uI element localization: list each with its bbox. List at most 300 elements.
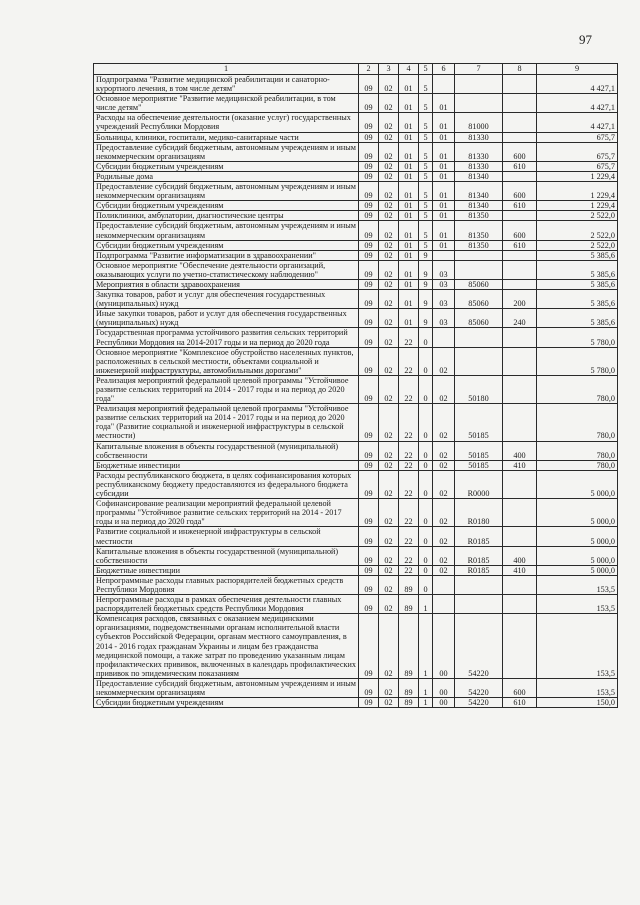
- table-row: [94, 575, 618, 594]
- row-amount: 153,5: [537, 614, 618, 679]
- row-name: Софинансирование реализации мероприятий федеральной целевой программы "Устойчивое развитие сельских территорий на 2014 - 2017 годы и на период до 2020 года": [94, 499, 359, 527]
- row-amount: 780,0: [537, 460, 618, 470]
- row-code-1: 09: [359, 182, 379, 201]
- row-code-5: 03: [433, 260, 455, 279]
- row-code-3: 01: [399, 260, 419, 279]
- row-code-6: [455, 260, 503, 279]
- row-code-7: 410: [503, 460, 537, 470]
- table-row: [94, 460, 618, 470]
- table-row: [94, 404, 618, 441]
- row-code-7: [503, 499, 537, 527]
- row-code-5: 00: [433, 678, 455, 697]
- row-code-4: 0: [419, 546, 433, 565]
- row-amount: 5 000,0: [537, 527, 618, 546]
- row-amount: 780,0: [537, 441, 618, 460]
- row-code-6: [455, 595, 503, 614]
- column-header: 9: [537, 64, 618, 75]
- row-amount: 4 427,1: [537, 94, 618, 113]
- table-row: [94, 470, 618, 498]
- row-name: Государственная программа устойчивого развития сельских территорий Республики Мордовия на 2014-2017 годы и на период до 2020 года: [94, 328, 359, 347]
- row-code-7: [503, 375, 537, 403]
- row-code-2: 02: [379, 565, 399, 575]
- row-code-5: 01: [433, 171, 455, 181]
- row-code-7: 610: [503, 201, 537, 211]
- row-code-3: 01: [399, 211, 419, 221]
- row-code-2: 02: [379, 171, 399, 181]
- row-code-3: 01: [399, 201, 419, 211]
- row-code-4: 0: [419, 328, 433, 347]
- row-name: Субсидии бюджетным учреждениям: [94, 161, 359, 171]
- row-code-1: 09: [359, 460, 379, 470]
- row-code-7: [503, 404, 537, 441]
- row-amount: 1 229,4: [537, 201, 618, 211]
- table-row: [94, 240, 618, 250]
- row-code-6: R0180: [455, 499, 503, 527]
- row-code-1: 09: [359, 678, 379, 697]
- table-row: [94, 290, 618, 309]
- row-code-1: 09: [359, 575, 379, 594]
- row-code-4: 5: [419, 132, 433, 142]
- row-code-3: 01: [399, 279, 419, 289]
- row-name: Предоставление субсидий бюджетным, автономным учреждениям и иным некоммерческим организациям: [94, 142, 359, 161]
- row-code-2: 02: [379, 546, 399, 565]
- row-amount: 150,0: [537, 698, 618, 708]
- row-code-3: 22: [399, 565, 419, 575]
- row-name: Бюджетные инвестиции: [94, 460, 359, 470]
- row-name: Капитальные вложения в объекты государственной (муниципальной) собственности: [94, 546, 359, 565]
- row-code-6: 54220: [455, 614, 503, 679]
- table-row: [94, 201, 618, 211]
- row-amount: 780,0: [537, 404, 618, 441]
- row-code-4: 0: [419, 404, 433, 441]
- budget-table: [93, 63, 618, 708]
- row-code-7: 600: [503, 182, 537, 201]
- row-code-5: 02: [433, 546, 455, 565]
- row-amount: 1 229,4: [537, 182, 618, 201]
- row-amount: 675,7: [537, 161, 618, 171]
- row-code-5: 02: [433, 460, 455, 470]
- row-amount: 5 385,6: [537, 279, 618, 289]
- table-row: [94, 142, 618, 161]
- row-name: Бюджетные инвестиции: [94, 565, 359, 575]
- row-amount: 153,5: [537, 678, 618, 697]
- row-code-4: 1: [419, 678, 433, 697]
- row-code-2: 02: [379, 678, 399, 697]
- table-row: [94, 113, 618, 132]
- row-code-6: 81330: [455, 132, 503, 142]
- row-code-7: 200: [503, 290, 537, 309]
- table-row: [94, 328, 618, 347]
- column-header: 2: [359, 64, 379, 75]
- row-code-4: 9: [419, 260, 433, 279]
- row-code-5: 02: [433, 375, 455, 403]
- row-code-4: 0: [419, 441, 433, 460]
- row-code-2: 02: [379, 328, 399, 347]
- row-code-6: 54220: [455, 678, 503, 697]
- row-code-2: 02: [379, 527, 399, 546]
- table-row: [94, 375, 618, 403]
- row-amount: 5 385,6: [537, 290, 618, 309]
- row-code-4: 0: [419, 375, 433, 403]
- row-code-6: [455, 250, 503, 260]
- row-code-2: 02: [379, 260, 399, 279]
- row-code-7: 400: [503, 546, 537, 565]
- row-code-7: [503, 575, 537, 594]
- row-code-5: 03: [433, 309, 455, 328]
- row-code-3: 01: [399, 290, 419, 309]
- row-code-7: [503, 94, 537, 113]
- column-header: 6: [433, 64, 455, 75]
- row-code-5: [433, 75, 455, 94]
- row-code-3: 89: [399, 698, 419, 708]
- row-code-2: 02: [379, 290, 399, 309]
- row-amount: 153,5: [537, 575, 618, 594]
- row-code-2: 02: [379, 375, 399, 403]
- row-code-2: 02: [379, 132, 399, 142]
- row-code-7: 610: [503, 698, 537, 708]
- row-code-5: 02: [433, 499, 455, 527]
- row-code-5: 01: [433, 201, 455, 211]
- row-code-7: [503, 260, 537, 279]
- row-amount: 5 780,0: [537, 347, 618, 375]
- row-code-6: 50185: [455, 404, 503, 441]
- row-code-1: 09: [359, 499, 379, 527]
- table-row: [94, 347, 618, 375]
- row-code-6: 85060: [455, 309, 503, 328]
- row-code-4: 0: [419, 575, 433, 594]
- row-code-7: [503, 75, 537, 94]
- row-name: Непрограммные расходы в рамках обеспечения деятельности главных распорядителей бюджетных средств Республики Мордовия: [94, 595, 359, 614]
- row-code-5: 01: [433, 113, 455, 132]
- row-code-7: 600: [503, 678, 537, 697]
- row-code-5: [433, 595, 455, 614]
- row-code-7: [503, 347, 537, 375]
- row-code-7: 600: [503, 221, 537, 240]
- row-code-5: 01: [433, 94, 455, 113]
- row-amount: 153,5: [537, 595, 618, 614]
- row-code-7: [503, 614, 537, 679]
- row-amount: 4 427,1: [537, 113, 618, 132]
- row-amount: 5 000,0: [537, 499, 618, 527]
- row-code-7: 600: [503, 142, 537, 161]
- row-code-2: 02: [379, 279, 399, 289]
- row-code-3: 01: [399, 75, 419, 94]
- row-code-3: 01: [399, 94, 419, 113]
- row-code-7: 410: [503, 565, 537, 575]
- row-name: Субсидии бюджетным учреждениям: [94, 240, 359, 250]
- row-code-6: 81350: [455, 221, 503, 240]
- row-code-1: 09: [359, 328, 379, 347]
- row-code-2: 02: [379, 347, 399, 375]
- row-code-3: 22: [399, 460, 419, 470]
- row-code-5: 01: [433, 240, 455, 250]
- row-code-6: 50180: [455, 375, 503, 403]
- row-code-3: 22: [399, 546, 419, 565]
- row-name: Иные закупки товаров, работ и услуг для обеспечения государственных (муниципальных) нужд: [94, 309, 359, 328]
- row-code-5: 02: [433, 404, 455, 441]
- row-code-1: 09: [359, 250, 379, 260]
- table-row: [94, 546, 618, 565]
- row-code-3: 01: [399, 113, 419, 132]
- row-code-7: [503, 171, 537, 181]
- table-row: [94, 250, 618, 260]
- row-code-5: [433, 575, 455, 594]
- row-code-3: 22: [399, 328, 419, 347]
- row-code-5: 00: [433, 698, 455, 708]
- row-amount: 1 229,4: [537, 171, 618, 181]
- row-code-5: 02: [433, 565, 455, 575]
- table-row: [94, 75, 618, 94]
- row-code-3: 22: [399, 499, 419, 527]
- row-code-7: 610: [503, 161, 537, 171]
- row-code-5: 03: [433, 290, 455, 309]
- row-code-6: 50185: [455, 460, 503, 470]
- row-code-2: 02: [379, 404, 399, 441]
- row-name: Расходы республиканского бюджета, в целях софинансирования которых республиканскому бюджету предоставляются из федерального бюджета субсидии: [94, 470, 359, 498]
- row-name: Предоставление субсидий бюджетным, автономным учреждениям и иным некоммерческим организациям: [94, 182, 359, 201]
- row-code-1: 09: [359, 161, 379, 171]
- column-header: 5: [419, 64, 433, 75]
- row-code-7: 400: [503, 441, 537, 460]
- row-code-1: 09: [359, 113, 379, 132]
- row-code-5: 03: [433, 279, 455, 289]
- row-code-6: 54220: [455, 698, 503, 708]
- row-amount: 780,0: [537, 375, 618, 403]
- table-row: [94, 171, 618, 181]
- row-name: Предоставление субсидий бюджетным, автономным учреждениям и иным некоммерческим организациям: [94, 221, 359, 240]
- table-header-row: [94, 64, 618, 75]
- row-code-1: 09: [359, 404, 379, 441]
- row-name: Больницы, клиники, госпитали, медико-санитарные части: [94, 132, 359, 142]
- row-code-2: 02: [379, 221, 399, 240]
- table-row: [94, 132, 618, 142]
- row-amount: 5 000,0: [537, 470, 618, 498]
- table-row: [94, 527, 618, 546]
- row-code-3: 89: [399, 614, 419, 679]
- row-code-3: 22: [399, 375, 419, 403]
- row-code-1: 09: [359, 211, 379, 221]
- row-code-6: 85060: [455, 290, 503, 309]
- table-row: [94, 211, 618, 221]
- row-code-3: 22: [399, 527, 419, 546]
- row-code-2: 02: [379, 470, 399, 498]
- row-code-4: 0: [419, 347, 433, 375]
- row-code-2: 02: [379, 240, 399, 250]
- row-code-5: [433, 250, 455, 260]
- row-code-6: [455, 75, 503, 94]
- row-code-5: 01: [433, 161, 455, 171]
- row-amount: 5 000,0: [537, 546, 618, 565]
- row-code-4: 1: [419, 698, 433, 708]
- row-amount: 5 385,6: [537, 309, 618, 328]
- row-code-1: 09: [359, 132, 379, 142]
- row-code-2: 02: [379, 211, 399, 221]
- column-header: 1: [94, 64, 359, 75]
- row-code-2: 02: [379, 309, 399, 328]
- row-code-7: [503, 132, 537, 142]
- row-code-4: 9: [419, 279, 433, 289]
- row-code-4: 0: [419, 565, 433, 575]
- row-code-7: [503, 470, 537, 498]
- row-code-1: 09: [359, 441, 379, 460]
- row-code-1: 09: [359, 595, 379, 614]
- row-name: Поликлиники, амбулатории, диагностические центры: [94, 211, 359, 221]
- row-code-4: 1: [419, 595, 433, 614]
- table-row: [94, 182, 618, 201]
- row-code-2: 02: [379, 94, 399, 113]
- column-header: 7: [455, 64, 503, 75]
- row-code-5: 01: [433, 221, 455, 240]
- row-code-7: 240: [503, 309, 537, 328]
- row-name: Непрограммные расходы главных распорядителей бюджетных средств Республики Мордовия: [94, 575, 359, 594]
- row-code-6: [455, 575, 503, 594]
- column-header: 4: [399, 64, 419, 75]
- row-code-5: 01: [433, 142, 455, 161]
- row-code-6: 81330: [455, 161, 503, 171]
- row-name: Расходы на обеспечение деятельности (оказание услуг) государственных учреждений Республики Мордовия: [94, 113, 359, 132]
- row-code-1: 09: [359, 279, 379, 289]
- row-code-4: 5: [419, 113, 433, 132]
- table-row: [94, 221, 618, 240]
- row-code-4: 0: [419, 499, 433, 527]
- row-code-6: R0185: [455, 565, 503, 575]
- table-row: [94, 595, 618, 614]
- row-name: Капитальные вложения в объекты государственной (муниципальной) собственности: [94, 441, 359, 460]
- row-code-2: 02: [379, 441, 399, 460]
- row-code-3: 22: [399, 441, 419, 460]
- row-code-3: 01: [399, 132, 419, 142]
- row-code-1: 09: [359, 546, 379, 565]
- row-code-4: 5: [419, 211, 433, 221]
- row-code-2: 02: [379, 201, 399, 211]
- row-name: Основное мероприятие "Развитие медицинской реабилитации, в том числе детям": [94, 94, 359, 113]
- row-code-4: 0: [419, 460, 433, 470]
- row-code-1: 09: [359, 142, 379, 161]
- table-row: [94, 441, 618, 460]
- row-code-5: 01: [433, 211, 455, 221]
- table-row: [94, 309, 618, 328]
- row-code-3: 01: [399, 240, 419, 250]
- row-name: Основное мероприятие "Комплексное обустройство населенных пунктов, расположенных в сельской местности, объектами социальной и инженерной инфраструктуры, автомобильными дорогами": [94, 347, 359, 375]
- row-code-5: 00: [433, 614, 455, 679]
- row-code-1: 09: [359, 75, 379, 94]
- row-code-6: R0185: [455, 546, 503, 565]
- row-code-4: 0: [419, 470, 433, 498]
- row-code-5: 01: [433, 132, 455, 142]
- row-amount: 2 522,0: [537, 221, 618, 240]
- row-code-3: 89: [399, 595, 419, 614]
- row-code-3: 01: [399, 142, 419, 161]
- row-code-1: 09: [359, 375, 379, 403]
- row-code-6: 81350: [455, 240, 503, 250]
- row-name: Реализация мероприятий федеральной целевой программы "Устойчивое развитие сельских территорий на 2014 - 2017 годы и на период до 2020 года" (Развитие социальной и инженерной инфраструктуры в сельской местности): [94, 404, 359, 441]
- row-code-3: 89: [399, 575, 419, 594]
- row-amount: 2 522,0: [537, 240, 618, 250]
- row-name: Закупка товаров, работ и услуг для обеспечения государственных (муниципальных) нужд: [94, 290, 359, 309]
- row-code-1: 09: [359, 527, 379, 546]
- row-code-1: 09: [359, 221, 379, 240]
- row-code-2: 02: [379, 595, 399, 614]
- row-amount: 5 780,0: [537, 328, 618, 347]
- row-code-6: 50185: [455, 441, 503, 460]
- row-code-4: 9: [419, 250, 433, 260]
- row-code-5: [433, 328, 455, 347]
- row-code-6: [455, 347, 503, 375]
- page-number: 97: [579, 32, 592, 47]
- row-code-1: 09: [359, 698, 379, 708]
- row-code-2: 02: [379, 75, 399, 94]
- row-code-3: 01: [399, 182, 419, 201]
- row-code-2: 02: [379, 182, 399, 201]
- table-row: [94, 161, 618, 171]
- row-code-4: 1: [419, 614, 433, 679]
- row-code-4: 9: [419, 309, 433, 328]
- row-code-3: 89: [399, 678, 419, 697]
- row-code-1: 09: [359, 614, 379, 679]
- row-code-6: R0185: [455, 527, 503, 546]
- row-code-2: 02: [379, 614, 399, 679]
- row-amount: 5 385,6: [537, 250, 618, 260]
- row-code-4: 5: [419, 221, 433, 240]
- row-code-4: 0: [419, 527, 433, 546]
- row-code-2: 02: [379, 698, 399, 708]
- row-code-7: [503, 250, 537, 260]
- row-code-1: 09: [359, 565, 379, 575]
- row-code-4: 5: [419, 240, 433, 250]
- row-code-6: R0000: [455, 470, 503, 498]
- row-name: Субсидии бюджетным учреждениям: [94, 698, 359, 708]
- row-code-5: 02: [433, 347, 455, 375]
- row-code-3: 01: [399, 221, 419, 240]
- row-code-7: [503, 211, 537, 221]
- row-code-3: 01: [399, 171, 419, 181]
- row-code-5: 01: [433, 182, 455, 201]
- row-code-6: [455, 94, 503, 113]
- row-code-3: 01: [399, 309, 419, 328]
- row-name: Подпрограмма "Развитие медицинской реабилитации и санаторно-курортного лечения, в том числе детям": [94, 75, 359, 94]
- table-row: [94, 614, 618, 679]
- row-code-6: 81340: [455, 182, 503, 201]
- column-header: 3: [379, 64, 399, 75]
- row-code-7: 610: [503, 240, 537, 250]
- row-code-5: 02: [433, 441, 455, 460]
- row-code-4: 5: [419, 142, 433, 161]
- table-row: [94, 94, 618, 113]
- row-code-6: 81350: [455, 211, 503, 221]
- row-code-4: 5: [419, 201, 433, 211]
- row-code-3: 01: [399, 250, 419, 260]
- row-code-1: 09: [359, 240, 379, 250]
- row-name: Родильные дома: [94, 171, 359, 181]
- row-name: Основное мероприятие "Обеспечение деятельности организаций, оказывающих услуги по учетно-статистическому наблюдению": [94, 260, 359, 279]
- row-code-7: [503, 113, 537, 132]
- row-name: Субсидии бюджетным учреждениям: [94, 201, 359, 211]
- row-amount: 4 427,1: [537, 75, 618, 94]
- row-code-7: [503, 279, 537, 289]
- row-name: Реализация мероприятий федеральной целевой программы "Устойчивое развитие сельских территорий на 2014 - 2017 годы и на период до 2020 года": [94, 375, 359, 403]
- row-code-4: 9: [419, 290, 433, 309]
- table-row: [94, 678, 618, 697]
- row-code-4: 5: [419, 75, 433, 94]
- table-row: [94, 260, 618, 279]
- row-name: Развитие социальной и инженерной инфраструктуры в сельской местности: [94, 527, 359, 546]
- row-code-6: [455, 328, 503, 347]
- row-code-3: 01: [399, 161, 419, 171]
- column-header: 8: [503, 64, 537, 75]
- row-code-5: 02: [433, 470, 455, 498]
- row-code-1: 09: [359, 201, 379, 211]
- row-code-2: 02: [379, 460, 399, 470]
